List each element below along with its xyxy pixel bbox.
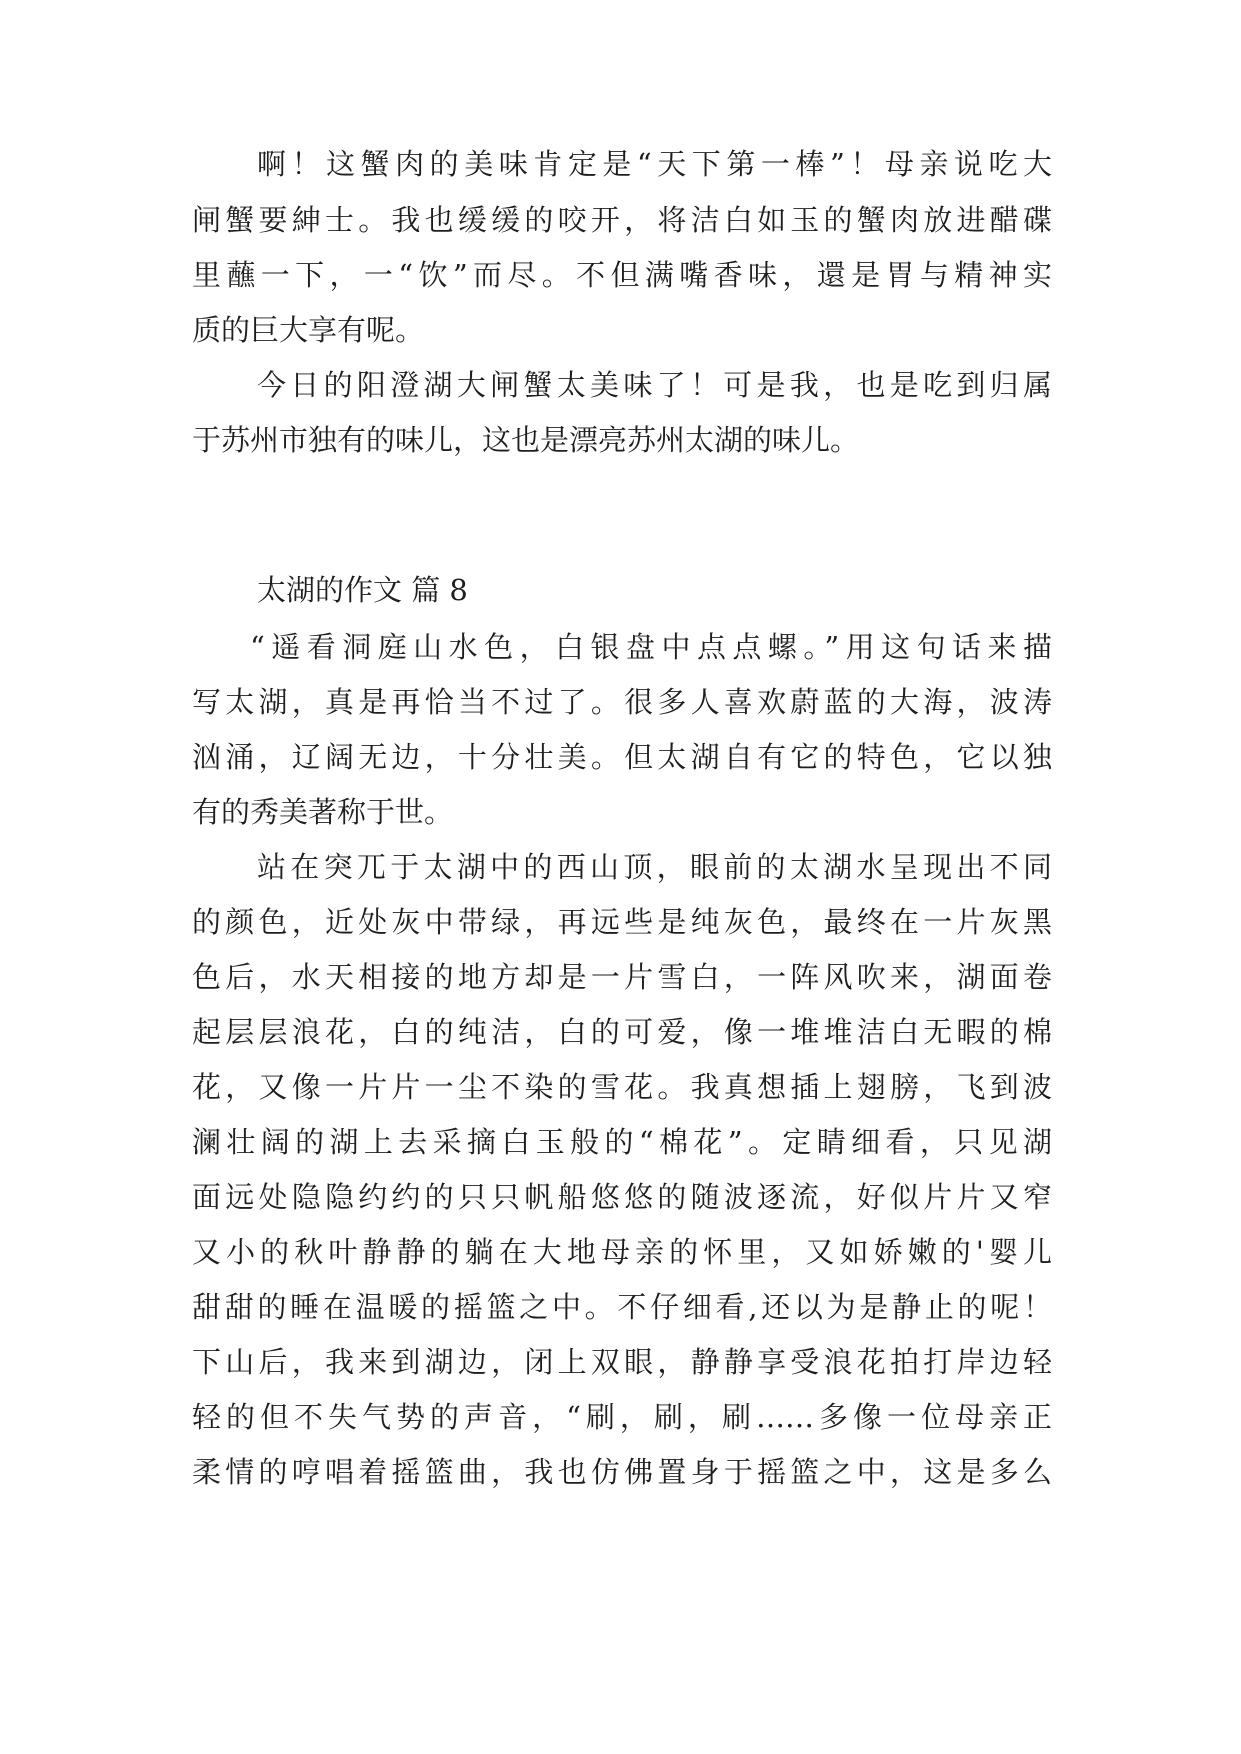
text-line: 闸蟹要紳士。我也缓缓的咬开，将洁白如玉的蟹肉放进醋碟 — [192, 203, 1052, 237]
text-line: 写太湖，真是再恰当不过了。很多人喜欢蔚蓝的大海，波涛 — [192, 685, 1052, 719]
text-line: 的颜色，近处灰中带绿，再远些是纯灰色，最终在一片灰黑 — [192, 905, 1052, 939]
text-line: 色后，水天相接的地方却是一片雪白，一阵风吹来，湖面卷 — [192, 960, 1052, 994]
text-line: 甜甜的睡在温暖的摇篮之中。不仔细看,还以为是静止的呢！ — [192, 1290, 1052, 1324]
text-line: 啊！这蟹肉的美味肯定是“天下第一棒”！母亲说吃大 — [257, 147, 1052, 181]
text-line: “遥看洞庭山水色，白银盘中点点螺。”用这句话来描 — [250, 630, 1052, 664]
text-line: 柔情的哼唱着摇篮曲，我也仿佛置身于摇篮之中，这是多么 — [192, 1455, 1052, 1489]
text-line: 澜壮阔的湖上去采摘白玉般的“棉花”。定睛细看，只见湖 — [192, 1125, 1052, 1159]
text-line: 轻的但不失气势的声音，“刷，刷，刷……多像一位母亲正 — [192, 1400, 1052, 1434]
text-line: 质的巨大享有呢。 — [192, 313, 425, 347]
text-line: 下山后，我来到湖边，闭上双眼，静静享受浪花拍打岸边轻 — [192, 1345, 1052, 1379]
text-line: 又小的秋叶静静的躺在大地母亲的怀里，又如娇嫩的'婴儿 — [192, 1235, 1052, 1269]
text-line: 面远处隐隐约约的只只帆船悠悠的随波逐流，好似片片又窄 — [192, 1180, 1052, 1214]
text-line: 里蘸一下，一“饮”而尽。不但满嘴香味，還是胃与精神实 — [192, 258, 1052, 292]
text-line: 站在突兀于太湖中的西山顶，眼前的太湖水呈现出不同 — [257, 850, 1052, 884]
text-line: 于苏州市独有的味儿，这也是漂亮苏州太湖的味儿。 — [192, 423, 860, 457]
text-line: 今日的阳澄湖大闸蟹太美味了！可是我，也是吃到归属 — [257, 368, 1052, 402]
text-line: 有的秀美著称于世。 — [192, 795, 454, 829]
text-line: 起层层浪花，白的纯洁，白的可爱，像一堆堆洁白无暇的棉 — [192, 1015, 1052, 1049]
text-line: 花，又像一片片一尘不染的雪花。我真想插上翅膀，飞到波 — [192, 1070, 1052, 1104]
text-line: 汹涌，辽阔无边，十分壮美。但太湖自有它的特色，它以独 — [192, 740, 1052, 774]
essay-heading: 太湖的作文 篇 8 — [257, 573, 468, 607]
